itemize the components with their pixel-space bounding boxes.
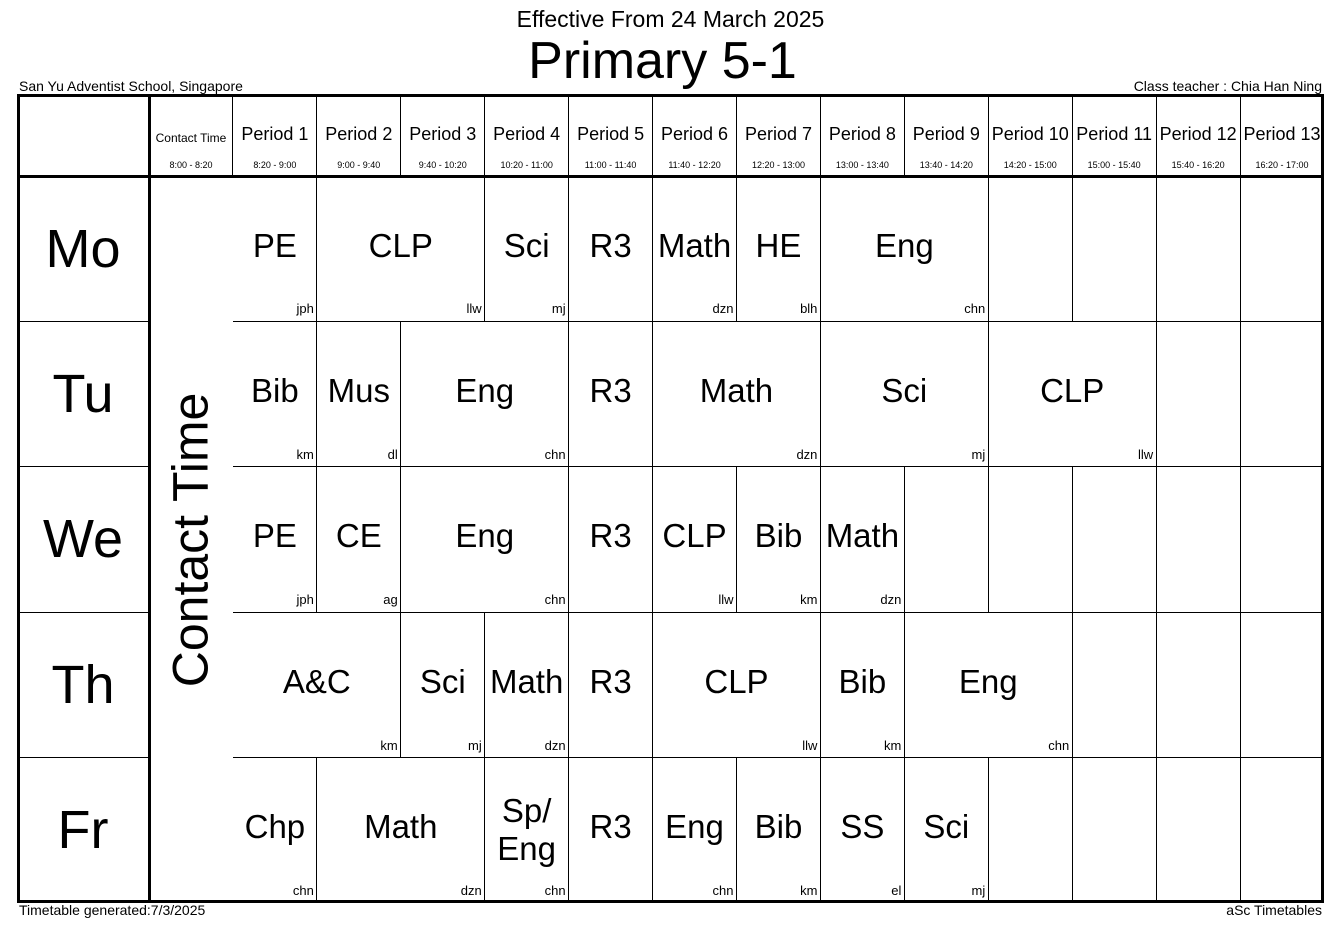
grid-border-top (17, 94, 1324, 97)
cell-divider (1156, 467, 1157, 612)
lesson-cell[interactable] (820, 758, 904, 903)
lesson-cell[interactable] (820, 321, 988, 466)
lesson-subject: CE (335, 517, 382, 555)
lesson-subject: Eng (455, 372, 515, 410)
cell-divider (400, 321, 401, 466)
lesson-subject: Chp (244, 808, 306, 846)
lesson-cell[interactable] (569, 467, 653, 612)
cell-divider (652, 176, 653, 321)
lesson-subject: PE (252, 226, 297, 264)
cell-divider (820, 467, 821, 612)
contact-time-text: Contact Time (162, 392, 219, 687)
lesson-teacher: km (296, 446, 314, 462)
timetable-grid (17, 94, 1324, 903)
header-period-10 (988, 94, 1072, 176)
period-name: Period 1 (241, 124, 309, 144)
lesson-cell[interactable] (233, 176, 317, 321)
header-period-13 (1240, 94, 1324, 176)
lesson-cell[interactable] (820, 176, 988, 321)
lesson-teacher: dzn (880, 592, 902, 608)
lesson-teacher: chn (292, 882, 314, 898)
lesson-subject: R3 (589, 372, 632, 410)
lesson-subject: HE (755, 226, 802, 264)
lesson-cell[interactable] (820, 612, 904, 757)
cell-divider (568, 321, 569, 466)
lesson-teacher: chn (544, 446, 566, 462)
lesson-cell[interactable] (569, 176, 653, 321)
lesson-subject: Bib (754, 517, 803, 555)
cell-divider (400, 467, 401, 612)
period-name: Period 12 (1159, 124, 1237, 144)
header-period-1 (233, 94, 317, 176)
lesson-cell[interactable] (737, 758, 821, 903)
header-divider (820, 94, 821, 176)
cell-divider (484, 612, 485, 757)
period-time: 10:20 - 11:00 (500, 160, 553, 170)
lesson-subject: Math (699, 372, 774, 410)
lesson-subject: Bib (838, 662, 887, 700)
period-time: 12:20 - 13:00 (751, 160, 805, 170)
lesson-cell[interactable] (653, 612, 821, 757)
lesson-subject: CLP (704, 662, 769, 700)
lesson-subject: Eng (874, 226, 934, 264)
cell-divider (904, 758, 905, 903)
lesson-cell[interactable] (317, 758, 485, 903)
row-divider (17, 612, 149, 613)
cell-divider (1072, 758, 1073, 903)
grid-border-right (1321, 94, 1324, 903)
lesson-subject: Sci (419, 662, 466, 700)
cell-divider (736, 467, 737, 612)
lesson-cell[interactable] (904, 758, 988, 903)
lesson-cell[interactable] (485, 176, 569, 321)
cell-divider (1240, 612, 1241, 757)
cell-divider (1156, 176, 1157, 321)
day-label-mo: Mo (45, 218, 121, 279)
period-name: Period 3 (409, 124, 477, 144)
lesson-teacher: mj (467, 737, 482, 753)
row-divider (233, 466, 1324, 467)
cell-divider (988, 467, 989, 612)
cell-divider (316, 176, 317, 321)
lesson-cell[interactable] (737, 176, 821, 321)
lesson-cell[interactable] (904, 612, 1072, 757)
lesson-teacher: km (884, 737, 902, 753)
period-name: Period 2 (325, 124, 393, 144)
day-label-tu: Tu (52, 364, 114, 425)
lesson-subject: Eng (665, 808, 724, 846)
cell-divider (568, 467, 569, 612)
cell-divider (1156, 758, 1157, 903)
period-time: 15:00 - 15:40 (1087, 160, 1141, 170)
lesson-cell[interactable] (569, 612, 653, 757)
row-divider (233, 612, 1324, 613)
lesson-cell[interactable] (233, 612, 401, 757)
lesson-subject: R3 (589, 517, 632, 555)
lesson-subject: Sp/ Eng (497, 792, 557, 868)
period-time: 13:00 - 13:40 (835, 160, 889, 170)
cell-divider (904, 467, 905, 612)
grid-border-bottom (17, 900, 1324, 903)
header-period-3 (401, 94, 485, 176)
lesson-subject: Eng (455, 517, 515, 555)
row-divider (17, 321, 149, 322)
period-name: Period 8 (828, 124, 896, 144)
lesson-teacher: chn (1048, 737, 1070, 753)
lesson-teacher: dzn (544, 737, 566, 753)
lesson-cell[interactable] (737, 467, 821, 612)
cell-divider (1240, 176, 1241, 321)
cell-divider (820, 321, 821, 466)
lesson-subject: Sci (923, 808, 970, 846)
period-time: 8:20 - 9:00 (253, 160, 297, 170)
lesson-teacher: dzn (460, 882, 482, 898)
period-time: 15:40 - 16:20 (1171, 160, 1225, 170)
cell-divider (820, 612, 821, 757)
lesson-teacher: llw (718, 592, 734, 608)
header-contact-time (149, 94, 233, 176)
lesson-teacher: km (800, 592, 818, 608)
lesson-cell[interactable] (569, 758, 653, 903)
lesson-subject: Bib (251, 372, 299, 410)
lesson-teacher: llw (802, 737, 818, 753)
cell-divider (1240, 321, 1241, 466)
header-period-11 (1072, 94, 1156, 176)
lesson-subject: R3 (589, 808, 632, 846)
header-divider (652, 94, 653, 176)
cell-divider (988, 321, 989, 466)
lesson-cell[interactable] (653, 176, 737, 321)
header-period-9 (904, 94, 988, 176)
lesson-teacher: chn (712, 882, 734, 898)
class-teacher: Class teacher : Chia Han Ning (1133, 78, 1322, 94)
period-name: Period 5 (577, 124, 645, 144)
cell-divider (1072, 467, 1073, 612)
lesson-teacher: dzn (796, 446, 818, 462)
day-label-fr: Fr (57, 800, 109, 861)
lesson-cell[interactable] (317, 467, 401, 612)
lesson-teacher: mj (551, 301, 566, 317)
lesson-teacher: jph (296, 592, 314, 608)
cell-divider (568, 758, 569, 903)
lesson-cell[interactable] (485, 612, 569, 757)
lesson-teacher: dzn (712, 301, 734, 317)
lesson-subject: CLP (368, 226, 433, 264)
lesson-cell[interactable] (401, 612, 485, 757)
cell-divider (1240, 758, 1241, 903)
lesson-subject: PE (252, 517, 297, 555)
header-period-6 (653, 94, 737, 176)
period-name: Period 9 (912, 124, 980, 144)
lesson-subject: Sci (881, 372, 928, 410)
day-label-th: Th (51, 654, 115, 715)
lesson-teacher: el (891, 882, 902, 898)
cell-divider (316, 758, 317, 903)
lesson-teacher: dl (387, 446, 398, 462)
lesson-subject: Mus (327, 372, 390, 410)
lesson-teacher: chn (544, 592, 566, 608)
lesson-teacher: mj (971, 446, 986, 462)
cell-divider (652, 467, 653, 612)
header-period-4 (485, 94, 569, 176)
header-divider (400, 94, 401, 176)
cell-divider (1240, 467, 1241, 612)
header-divider (988, 94, 989, 176)
header-divider (232, 94, 233, 176)
page-title: Primary 5-1 (528, 32, 797, 90)
lesson-cell[interactable] (485, 758, 569, 903)
period-name: Period 4 (493, 124, 561, 144)
lesson-teacher: llw (1137, 446, 1154, 462)
cell-divider (904, 612, 905, 757)
school-name: San Yu Adventist School, Singapore (19, 78, 243, 94)
period-name: Period 11 (1076, 124, 1153, 144)
lesson-cell[interactable] (401, 321, 569, 466)
header-divider (736, 94, 737, 176)
row-divider (233, 321, 1324, 322)
period-time: 11:40 - 12:20 (668, 160, 721, 170)
header-divider (1072, 94, 1073, 176)
period-name: Contact Time (155, 131, 227, 145)
day-column-border (148, 94, 151, 903)
header-divider (904, 94, 905, 176)
cell-divider (652, 321, 653, 466)
lesson-teacher: chn (544, 882, 566, 898)
header-period-7 (737, 94, 821, 176)
row-divider (233, 757, 1324, 758)
lesson-subject: Math (825, 517, 900, 555)
period-time: 8:00 - 8:20 (169, 160, 213, 170)
period-name: Period 13 (1243, 124, 1321, 144)
lesson-subject: CLP (662, 517, 727, 555)
effective-date: Effective From 24 March 2025 (516, 6, 825, 32)
lesson-subject: SS (840, 808, 885, 846)
cell-divider (484, 176, 485, 321)
header-divider (568, 94, 569, 176)
lesson-subject: R3 (589, 662, 632, 700)
lesson-cell[interactable] (653, 321, 821, 466)
cell-divider (316, 467, 317, 612)
header-period-8 (820, 94, 904, 176)
lesson-cell[interactable] (233, 467, 317, 612)
cell-divider (1072, 176, 1073, 321)
header-period-2 (317, 94, 401, 176)
cell-divider (736, 176, 737, 321)
lesson-cell[interactable] (988, 321, 1156, 466)
cell-divider (484, 758, 485, 903)
lesson-cell[interactable] (401, 467, 569, 612)
lesson-cell[interactable] (820, 467, 904, 612)
lesson-subject: Bib (754, 808, 803, 846)
cell-divider (820, 176, 821, 321)
period-time: 13:40 - 14:20 (919, 160, 973, 170)
cell-divider (400, 612, 401, 757)
generated-date: Timetable generated:7/3/2025 (19, 902, 206, 918)
period-time: 11:00 - 11:40 (584, 160, 637, 170)
period-name: Period 6 (661, 124, 729, 144)
lesson-subject: Math (657, 226, 732, 264)
cell-divider (568, 176, 569, 321)
lesson-teacher: ag (383, 592, 398, 608)
lesson-cell[interactable] (233, 321, 317, 466)
contact-time-label (149, 176, 232, 903)
lesson-subject: Sci (503, 226, 550, 264)
period-time: 14:20 - 15:00 (1003, 160, 1057, 170)
row-divider (17, 757, 149, 758)
lesson-cell[interactable] (653, 758, 737, 903)
lesson-subject: A&C (282, 662, 351, 700)
cell-divider (820, 758, 821, 903)
period-time: 9:00 - 9:40 (337, 160, 381, 170)
header-bottom-border (17, 175, 1324, 178)
period-time: 9:40 - 10:20 (418, 160, 467, 170)
day-label-we: We (42, 509, 124, 570)
lesson-cell[interactable] (569, 321, 653, 466)
cell-divider (316, 321, 317, 466)
lesson-cell[interactable] (317, 321, 401, 466)
lesson-subject: R3 (589, 226, 632, 264)
lesson-subject: CLP (1040, 372, 1105, 410)
header-divider (316, 94, 317, 176)
lesson-teacher: jph (296, 301, 314, 317)
header-divider (484, 94, 485, 176)
period-name: Period 7 (744, 124, 812, 144)
lesson-teacher: km (380, 737, 398, 753)
cell-divider (568, 612, 569, 757)
period-name: Period 10 (991, 124, 1069, 144)
grid-border-left (17, 94, 20, 903)
cell-divider (1156, 612, 1157, 757)
software-credit: aSc Timetables (1226, 902, 1322, 918)
cell-divider (736, 758, 737, 903)
lesson-teacher: chn (964, 301, 986, 317)
lesson-subject: Math (364, 808, 438, 846)
lesson-cell[interactable] (317, 176, 485, 321)
row-divider (17, 466, 149, 467)
lesson-subject: Math (489, 662, 564, 700)
lesson-teacher: blh (800, 301, 818, 317)
period-time: 16:20 - 17:00 (1255, 160, 1309, 170)
header-divider (1156, 94, 1157, 176)
lesson-cell[interactable] (653, 467, 737, 612)
cell-divider (1156, 321, 1157, 466)
lesson-cell[interactable] (233, 758, 317, 903)
cell-divider (1072, 612, 1073, 757)
lesson-teacher: llw (466, 301, 482, 317)
lesson-teacher: km (800, 882, 818, 898)
lesson-teacher: mj (971, 882, 986, 898)
cell-divider (652, 758, 653, 903)
header-period-5 (569, 94, 653, 176)
cell-divider (988, 758, 989, 903)
header-divider (1240, 94, 1241, 176)
lesson-subject: Eng (958, 662, 1018, 700)
header-period-12 (1156, 94, 1240, 176)
cell-divider (652, 612, 653, 757)
cell-divider (988, 176, 989, 321)
